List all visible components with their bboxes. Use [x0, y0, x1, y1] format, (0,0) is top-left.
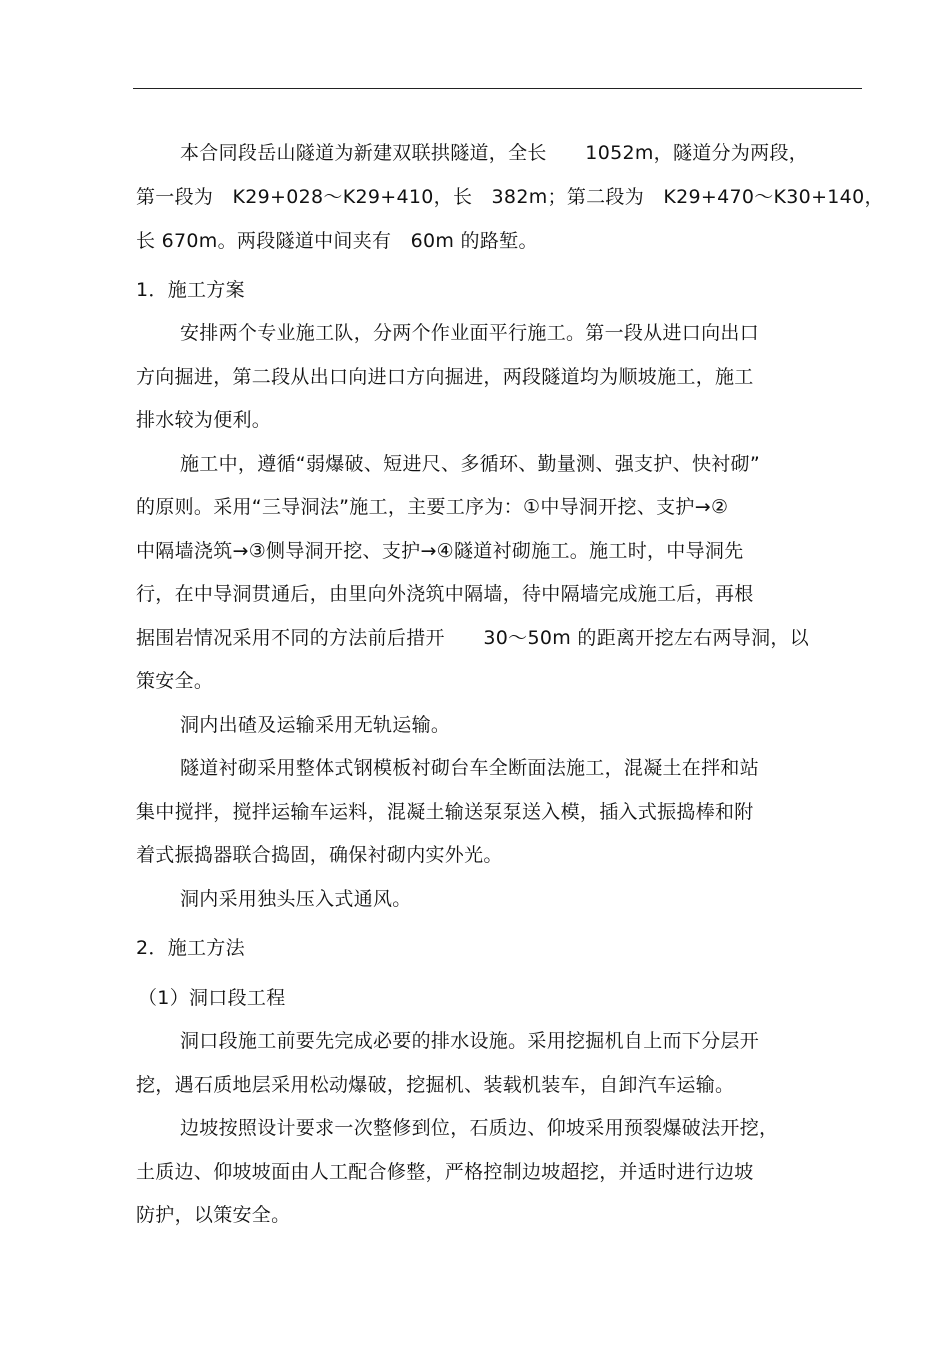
text-line: 土质边、仰坡坡面由人工配合修整，严格控制边坡超挖，并适时进行边坡 — [136, 1161, 754, 1183]
text-line: 中隔墙浇筑→③侧导洞开挖、支护→④隧道衬砌施工。施工时，中导洞先 — [136, 540, 744, 562]
text-line: 洞内出碴及运输采用无轨运输。 — [180, 714, 451, 736]
text-line: 方向掘进，第二段从出口向进口方向掘进，两段隧道均为顺坡施工，施工 — [136, 366, 754, 388]
text-line: 洞口段施工前要先完成必要的排水设施。采用挖掘机自上而下分层开 — [180, 1030, 760, 1052]
text-line: 行，在中导洞贯通后，由里向外浇筑中隔墙，待中隔墙完成施工后，再根 — [136, 583, 754, 605]
text-line: 洞内采用独头压入式通风。 — [180, 888, 412, 910]
section-heading: 2．施工方法 — [136, 937, 245, 959]
text-line: 安排两个专业施工队，分两个作业面平行施工。第一段从进口向出口 — [180, 322, 760, 344]
text-line: 的原则。采用“三导洞法”施工，主要工序为：①中导洞开挖、支护→② — [136, 496, 729, 518]
text-line: 据围岩情况采用不同的方法前后措开 30～50m 的距离开挖左右两导洞，以 — [136, 627, 810, 649]
text-line: 着式振捣器联合捣固，确保衬砌内实外光。 — [136, 844, 503, 866]
text-line: 策安全。 — [136, 670, 214, 692]
text-line: 边坡按照设计要求一次整修到位，石质边、仰坡采用预裂爆破法开挖， — [180, 1117, 779, 1139]
text-line: 防护，以策安全。 — [136, 1204, 291, 1226]
section-heading: 1．施工方案 — [136, 279, 245, 301]
header-rule — [133, 88, 862, 89]
text-line: 集中搅拌，搅拌运输车运料，混凝土输送泵泵送入模，插入式振捣棒和附 — [136, 801, 754, 823]
text-line: 挖，遇石质地层采用松动爆破，挖掘机、装载机装车，自卸汽车运输。 — [136, 1074, 735, 1096]
sub-heading: （1）洞口段工程 — [138, 987, 286, 1009]
text-line: 排水较为便利。 — [136, 409, 272, 431]
text-line: 长 670m。两段隧道中间夹有 60m 的路堑。 — [136, 230, 538, 252]
text-line: 施工中，遵循“弱爆破、短进尺、多循环、勤量测、强支护、快衬砌” — [180, 453, 760, 475]
text-line: 隧道衬砌采用整体式钢模板衬砌台车全断面法施工，混凝土在拌和站 — [180, 757, 760, 779]
text-line: 本合同段岳山隧道为新建双联拱隧道，全长 1052m，隧道分为两段， — [180, 142, 809, 164]
text-line: 第一段为 K29+028～K29+410，长 382m；第二段为 K29+470～K30+140， — [136, 186, 884, 208]
